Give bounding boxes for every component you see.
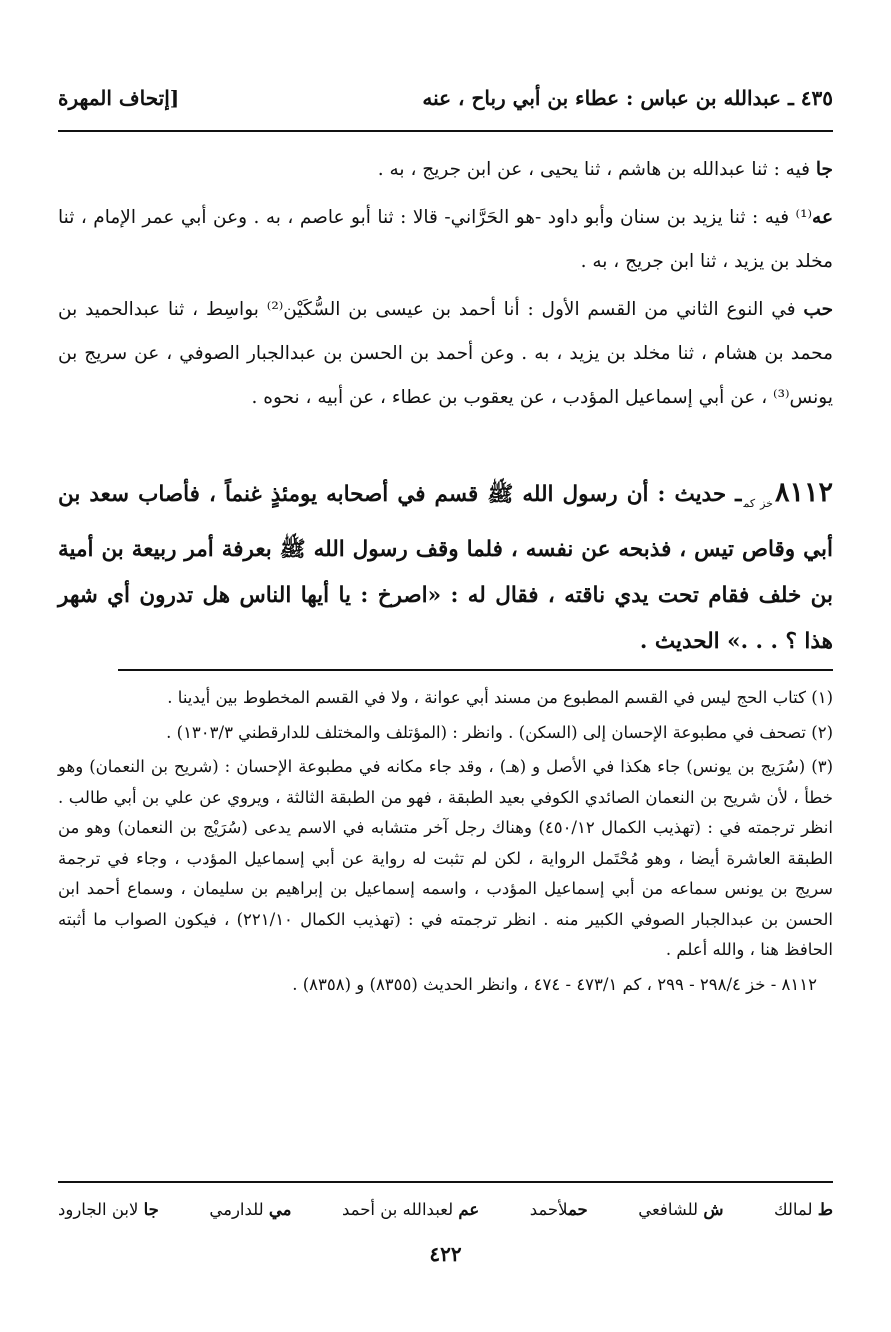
legend-label: للشافعي (638, 1199, 704, 1219)
paragraph-text: في النوع الثاني من القسم الأول : أنا أحمد بن عيسى بن السُّكَيْن⁽²⁾ بواسِط ، ثنا عبدالحميد بن محمد بن هشام ، ثنا مخلد بن يزيد ، به . وعن أحمد بن الحسن بن عبدالجبار الصوفي ، عن سريج بن يونس⁽³⁾ ، عن أبي إسماعيل المؤدب ، عن يعقوب بن عطاء ، عن أبيه ، نحوه . (58, 299, 833, 408)
footnotes (58, 683, 833, 1000)
hadith-sigla: خز كم (743, 497, 773, 510)
legend-label: لأحمد (529, 1199, 568, 1219)
legend-code: حم (567, 1199, 588, 1219)
source-paragraph (58, 288, 833, 420)
legend-code: جا (143, 1199, 159, 1219)
paragraph-text: ⁽¹⁾ فيه : ثنا يزيد بن سنان وأبو داود -هو الحَرَّاني- قالا : ثنا أبو عاصم ، به . وعن أبي عمر الإمام ، ثنا مخلد بن يزيد ، ثنا ابن جريج ، به . (58, 207, 833, 272)
legend-item (342, 1200, 479, 1219)
legend-label: لعبدالله بن أحمد (342, 1199, 459, 1219)
footnote: (٢) تصحف في مطبوعة الإحسان إلى (السكن) . وانظر : (المؤتلف والمختلف للدارقطني ١٣٠٣/٣) . (166, 722, 833, 742)
running-header (58, 82, 833, 122)
legend-label: لمالك (773, 1199, 818, 1219)
source-siglum: جا (815, 159, 833, 180)
source-paragraph (58, 196, 833, 284)
hadith-entry (58, 470, 833, 665)
legend-label: للدارمي (209, 1199, 269, 1219)
hadith-text: ـ حديث : أن رسول الله ﷺ قسم في أصحابه يومئذٍ غنماً ، فأصاب سعد بن أبي وقاص تيس ، فذبحه عن نفسه ، فلما وقف رسول الله ﷺ بعرفة أمر ربيعة بن أمية بن خلف فقام تحت يدي ناقته ، فقال له : «اصرخ : يا أيها الناس هل تدرون أي شهر هذا ؟ . . .» الحديث . (58, 482, 833, 654)
book-title: [إتحاف المهرة (58, 86, 180, 110)
page-number: ٤٢٢ (429, 1242, 462, 1266)
footnote: (١) كتاب الحج ليس في القسم المطبوع من مسند أبي عوانة ، ولا في القسم المخطوط بين أيدينا . (167, 688, 833, 707)
legend-item (58, 1200, 159, 1219)
legend-item (774, 1200, 833, 1219)
footnote: (٣) (سُرَيج بن يونس) جاء هكذا في الأصل و (هـ) ، وقد جاء مكانه في مطبوعة الإحسان : (شريح بن النعمان) وهو خطأ ، لأن شريح بن النعمان الصائدي الكوفي بعيد الطبقة ، فهو من الطبقة الثالثة ، ويروي عن علي بن أبي طالب . انظر ترجمته في : (تهذيب الكمال ٤٥٠/١٢) وهناك رجل آخر متشابه في الاسم يدعى (سُرَيْج بن النعمان) وهو من الطبقة العاشرة أيضا ، وهو مُحْتَمل الرواية ، لكن لم تثبت له رواية عن أبي إسماعيل المؤدب ، وجاء في ترجمة سريج بن يونس سماعه من أبي إسماعيل المؤدب ، واسمه إسماعيل بن إبراهيم بن سليمان ، وسماع أحمد ابن الحسن بن عبدالجبار الصوفي الكبير منه . انظر ترجمته في : (تهذيب الكمال ٢٢١/١٠) ، فيكون الصواب ما أثبته الحافظ هنا ، والله أعلم . (58, 757, 833, 959)
legend-code: مي (268, 1199, 292, 1219)
source-siglum: عه (812, 207, 833, 228)
legend-item (638, 1200, 723, 1219)
legend-code: ط (817, 1199, 833, 1219)
source-paragraph (58, 148, 833, 192)
chapter-title: ٤٣٥ ـ عبدالله بن عباس : عطاء بن أبي رباح ، عنه (422, 86, 833, 110)
takhrij-note: ٨١١٢ - خز ٢٩٨/٤ - ٢٩٩ ، كم ٤٧٣/١ - ٤٧٤ ، وانظر الحديث (٨٣٥٥) و (٨٣٥٨) . (292, 974, 817, 994)
paragraph-text: فيه : ثنا عبدالله بن هاشم ، ثنا يحيى ، عن ابن جريج ، به . (377, 159, 816, 180)
legend-rule (58, 1181, 833, 1183)
legend-code: ش (703, 1199, 724, 1219)
main-text (58, 148, 833, 424)
legend-code: عم (458, 1199, 480, 1219)
legend-label: لابن الجارود (58, 1199, 144, 1219)
legend-item (209, 1200, 291, 1219)
header-rule (58, 130, 833, 132)
footnote-separator (118, 669, 833, 671)
sigla-legend (58, 1192, 833, 1226)
hadith-number: ٨١١٢ (774, 477, 833, 508)
source-siglum: حب (803, 299, 834, 320)
legend-item (530, 1200, 588, 1219)
